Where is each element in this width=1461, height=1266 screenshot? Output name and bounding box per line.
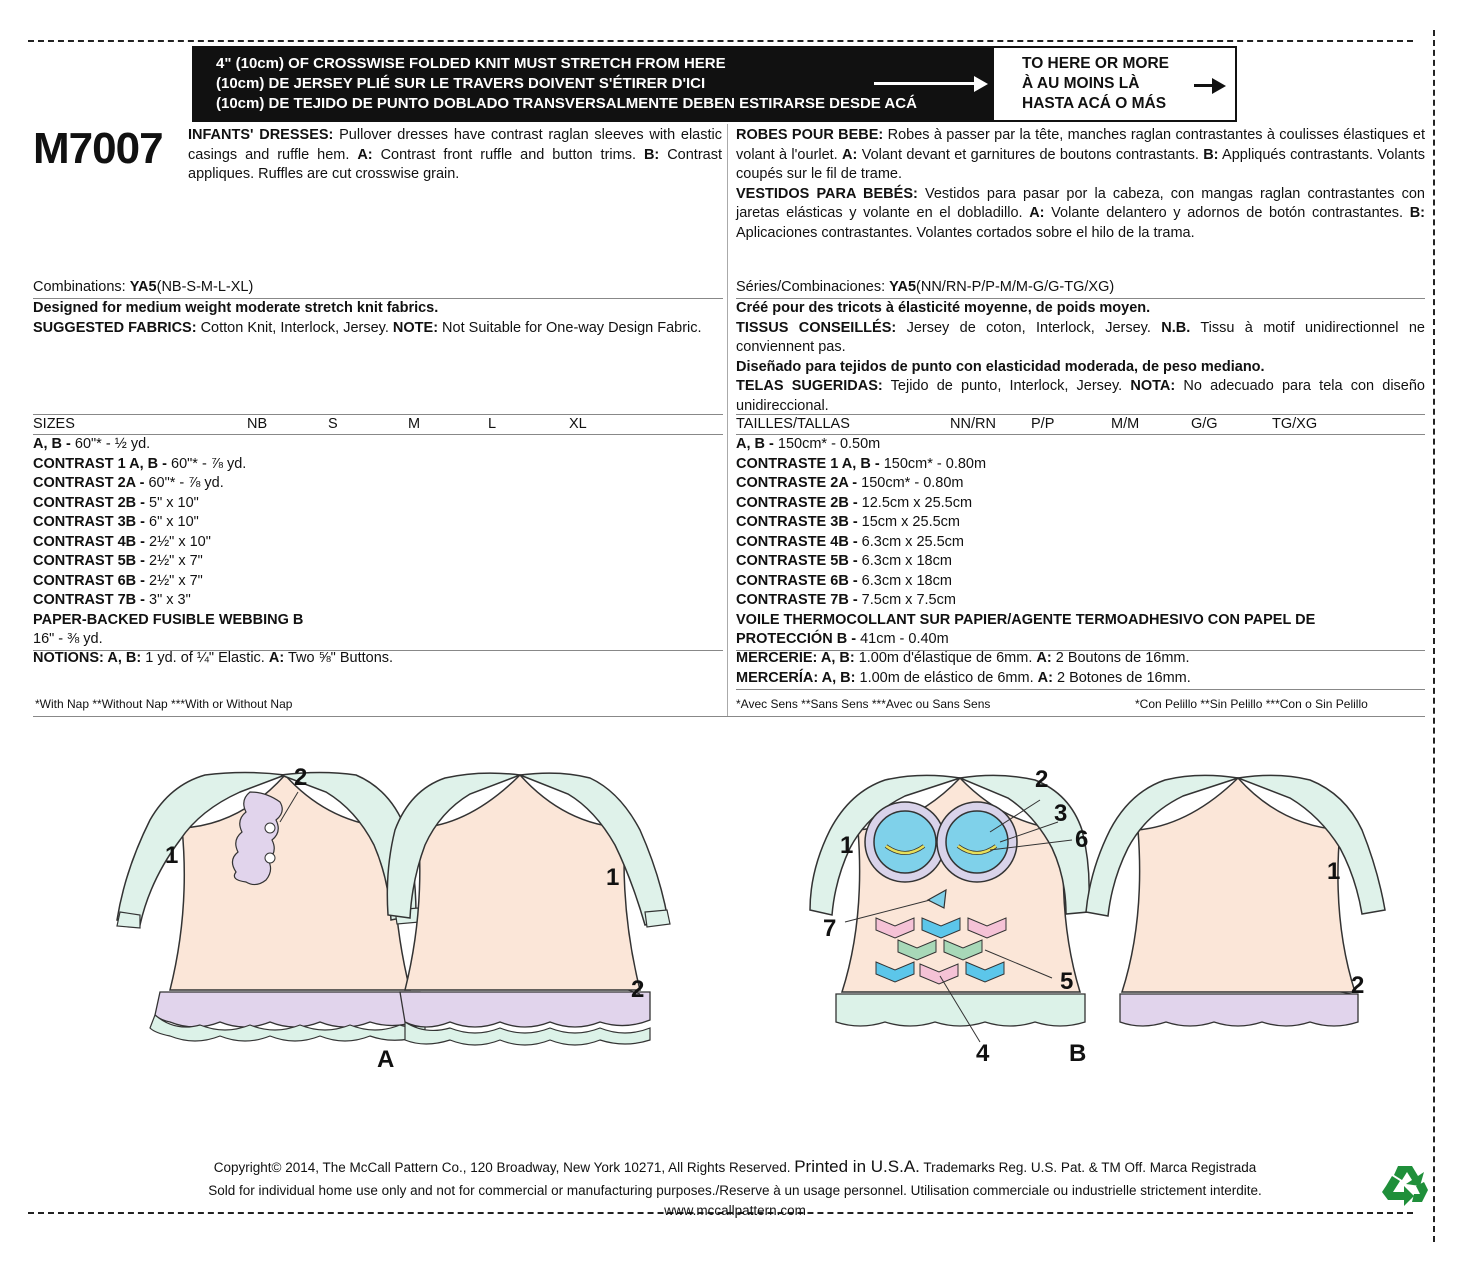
callout-4: 4 (976, 1040, 990, 1067)
view-label-b: B (1069, 1040, 1087, 1067)
webbing-row: VOILE THERMOCOLLANT SUR PAPIER/AGENTE TERMOADHESIVO CON PAPEL DE (736, 611, 1316, 628)
yardage-row: CONTRASTE 7B - 7.5cm x 7.5cm (736, 592, 956, 608)
webbing-value: PROTECCIÓN B - 41cm - 0.40m (736, 631, 949, 647)
pattern-number: M7007 (33, 124, 163, 173)
webbing-value: 16" - ⅜ yd. (33, 631, 103, 647)
yardage-row: CONTRASTE 2B - 12.5cm x 25.5cm (736, 494, 973, 511)
webbing-row: PAPER-BACKED FUSIBLE WEBBING B (33, 611, 304, 628)
size-xl: XL (569, 416, 587, 432)
garment-illustrations (0, 730, 1461, 1090)
recycle-icon (1378, 1162, 1432, 1212)
copyright-line: Copyright© 2014, The McCall Pattern Co., 120 Broadway, New York 10271, All Rights Reserved. Printed in U.S.A. Trademarks Reg. U.S. Pat. & TM Off. Marca Registrada (213, 1157, 1257, 1176)
yardage-row: CONTRASTE 3B - 15cm x 25.5cm (736, 514, 960, 530)
view-b-back-dress (1086, 775, 1385, 1026)
usage-line: Sold for individual home use only and not for commercial or manufacturing purposes./Reserve à un usage personnel. Utilisation commerciale ou industrielle strictement interdite. (208, 1183, 1262, 1198)
size-nn-rn: NN/RN (950, 416, 996, 432)
arrow-right-icon (1194, 84, 1222, 87)
yardage-row: CONTRASTE 5B - 6.3cm x 18cm (736, 553, 952, 569)
view-a-back-dress (387, 773, 670, 1045)
yardage-row: A, B - 150cm* - 0.50m (736, 436, 881, 452)
callout-2: 2 (631, 976, 645, 1003)
divider (736, 689, 1425, 690)
en-combinations: Combinations: YA5(NB-S-M-L-XL) (33, 279, 254, 295)
callout-6: 6 (1075, 826, 1089, 853)
en-fabrics: Designed for medium weight moderate stretch knit fabrics. SUGGESTED FABRICS: Cotton Knit, Interlock, Jersey. NOTE: Not Suitable for One-way Design Fabric. (33, 300, 702, 336)
sizes-label: TAILLES/TALLAS (736, 416, 850, 432)
yardage-row: CONTRASTE 4B - 6.3cm x 25.5cm (736, 533, 965, 550)
en-sizes-header (33, 415, 723, 434)
yardage-row: CONTRASTE 1 A, B - 150cm* - 0.80m (736, 455, 987, 472)
yardage-row: CONTRASTE 6B - 6.3cm x 18cm (736, 572, 952, 589)
en-nap-legend: *With Nap **Without Nap ***With or Without Nap (35, 697, 293, 711)
callout-2: 2 (294, 764, 308, 791)
website-link[interactable]: www.mccallpattern.com (664, 1203, 806, 1218)
callout-2: 2 (1035, 766, 1049, 793)
fr-es-fabrics: Créé pour des tricots à élasticité moyenne, de poids moyen. TISSUS CONSEILLÉS: Jersey de coton, Interlock, Jersey. N.B. Tissu à motif unidirectionnel ne conviennent pas. Diseñado para tejidos de punto con elasticidad moderada, de peso mediano. TELAS SUGERIDAS: Tejido de punto, Interlock, Jersey. NOTA: No adecuado para tela con diseño unidireccional. (736, 300, 1425, 414)
size-p-p: P/P (1031, 416, 1055, 432)
size-m: M (408, 416, 421, 432)
callout-1: 1 (1327, 858, 1341, 885)
yardage-row: CONTRAST 1 A, B - 60"* - ⅞ yd. (33, 455, 247, 472)
yardage-row: CONTRAST 2A - 60"* - ⅞ yd. (33, 475, 224, 491)
es-nap-legend: *Con Pelillo **Sin Pelillo ***Con o Sin Pelillo (1135, 697, 1368, 711)
size-m-m: M/M (1111, 416, 1140, 432)
stretch-gauge (192, 46, 1237, 122)
en-description: INFANTS' DRESSES: Pullover dresses have contrast raglan sleeves with elastic casings and ruffle hem. A: Contrast front ruffle and button trims. B: Contrast appliques. Ruffles are cut crosswise grain. (188, 127, 722, 182)
fr-nap-legend: *Avec Sens **Sans Sens ***Avec ou Sans Sens (736, 697, 991, 711)
yardage-row: CONTRAST 4B - 2½" x 10" (33, 533, 211, 550)
divider (33, 716, 1425, 717)
en-notions: NOTIONS: A, B: 1 yd. of ¼" Elastic. A: Two ⅝" Buttons. (33, 650, 394, 666)
size-tg-xg: TG/XG (1272, 416, 1318, 432)
gauge-to-text: TO HERE OR MORE À AU MOINS LÀ HASTA ACÁ O MÁS (994, 48, 1235, 120)
size-nb: NB (247, 416, 268, 432)
size-l: L (488, 416, 497, 432)
callout-1: 1 (165, 842, 179, 869)
gauge-from-text: 4" (10cm) OF CROSSWISE FOLDED KNIT MUST STRETCH FROM HERE (10cm) DE JERSEY PLIÉ SUR LE TRAVERS DOIVENT S'ÉTIRER D'ICI (10cm) DE TEJIDO DE PUNTO DOBLADO TRANSVERSALMENTE DEBEN ESTIRARSE DESDE ACÁ (216, 55, 917, 112)
callout-5: 5 (1060, 968, 1074, 995)
size-s: S (328, 416, 338, 432)
yardage-row: CONTRAST 3B - 6" x 10" (33, 514, 199, 530)
fr-es-sizes-header (736, 415, 1425, 434)
yardage-row: CONTRAST 2B - 5" x 10" (33, 494, 199, 511)
size-g-g: G/G (1191, 416, 1218, 432)
fr-es-description: ROBES POUR BEBE: Robes à passer par la tête, manches raglan contrastantes à coulisses élastiques et volant à l'ourlet. A: Volant devant et garnitures de boutons contrastants. B: Appliqués contrastants. Volants coupés sur le fil de trame. VESTIDOS PARA BEBÉS: Vestidos para pasar por la cabeza, con mangas raglan contrastantes con jaretas elásticas y volante en el dobladillo. A: Volante delantero y adornos de botón contrastantes. B: Aplicaciones contrastantes. Volantes cortados sobre el hilo de la trama. (736, 127, 1425, 241)
yardage-row: CONTRAST 6B - 2½" x 7" (33, 572, 203, 589)
yardage-row: CONTRASTE 2A - 150cm* - 0.80m (736, 475, 964, 491)
callout-2: 2 (1351, 972, 1365, 999)
view-a-front-dress (117, 773, 425, 1042)
callout-3: 3 (1054, 800, 1068, 827)
callout-7: 7 (823, 915, 837, 942)
column-divider (727, 124, 728, 716)
arrow-right-icon (874, 82, 984, 85)
callout-1: 1 (840, 832, 854, 859)
fr-es-yardage (736, 435, 1425, 650)
view-b-front-dress (810, 775, 1089, 1026)
yardage-row: CONTRAST 5B - 2½" x 7" (33, 553, 203, 569)
fr-es-combinations: Séries/Combinaciones: YA5(NN/RN-P/P-M/M-G/G-TG/XG) (736, 279, 1115, 295)
sizes-label: SIZES (33, 416, 75, 432)
yardage-row: A, B - 60"* - ½ yd. (33, 436, 151, 452)
yardage-row: CONTRAST 7B - 3" x 3" (33, 592, 191, 608)
cut-line-top (28, 40, 1413, 42)
en-yardage (33, 435, 723, 650)
view-label-a: A (377, 1046, 395, 1073)
callout-1: 1 (606, 864, 620, 891)
fr-es-notions: MERCERIE: A, B: 1.00m d'élastique de 6mm. A: 2 Boutons de 16mm. MERCERÍA: A, B: 1.00m de elástico de 6mm. A: 2 Botones de 16mm. (736, 650, 1191, 686)
